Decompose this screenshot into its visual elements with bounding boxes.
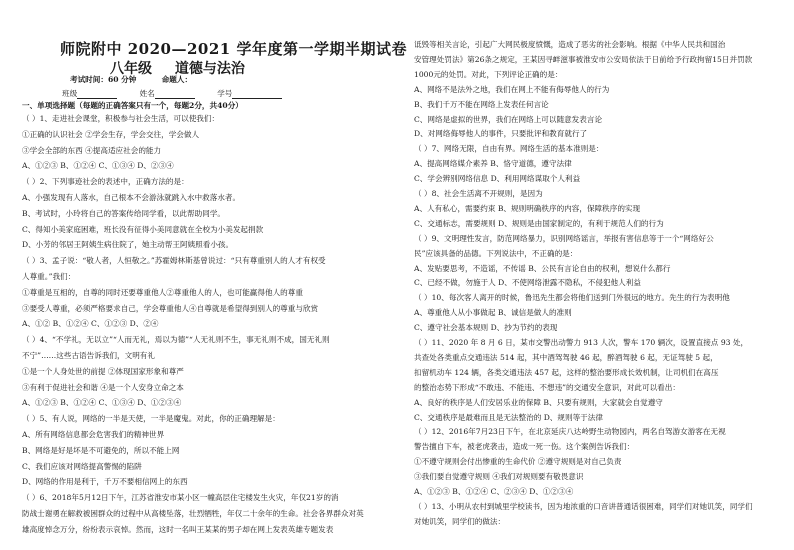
- section-heading: 一、单项选择题（每题的正确答案只有一个，每题2分，共40分）: [22, 101, 243, 110]
- text-line: ①是一个人身处世的前提 ②体现国家形象和尊严: [22, 366, 184, 376]
- text-line: A、小强发现有人落水，自己根本不会游泳就跳入水中救落水者。: [22, 193, 241, 202]
- text-line: A、尊重他人从小事做起 B、诚信是做人的准则: [414, 308, 572, 318]
- class-field[interactable]: [77, 90, 117, 99]
- text-line: C、网络是虚拟的世界，我们在网络上可以随意发表言论: [414, 114, 603, 124]
- text-line: A、发贴要思考，不造谣，不传谣 B、公民有言论自由的权利，想说什么都行: [414, 263, 671, 273]
- text-line: D、网络的作用是利于，千万不要相信网上的东西: [22, 477, 188, 487]
- text-line: A、良好的秩序是人们安居乐业的保障 B、只要有规则，大家就会自觉遵守: [414, 397, 663, 407]
- name-field[interactable]: [155, 90, 195, 99]
- text-line: A、提高网络媒介素养 B、恪守道德，遵守法律: [414, 159, 572, 169]
- text-line: （ ）13、小明从农村到城里学校读书，因为地浓重的口音讲普通话很困难，同学们对她讥笑，同学们: [414, 501, 753, 511]
- text-line: （ ）4、“不学礼，无以立”“人而无礼，焉以为德”“人无礼则不生，事无礼则不成，国无礼则: [22, 335, 330, 345]
- name-label: 姓名: [139, 89, 155, 98]
- text-line: D、对网络侮辱他人的事件，只要批评和教育就行了: [414, 129, 588, 139]
- id-field[interactable]: [232, 90, 282, 99]
- text-line: A、①②③ B、①②④ C、②③④ D、①②③④: [414, 487, 574, 496]
- text-line: C、我们应该对网络提高警惕的陷阱: [22, 461, 142, 471]
- text-line: （ ）1、走进社会课堂，积极参与社会生活，可以使我们：: [22, 114, 220, 123]
- id-label: 学号: [217, 89, 233, 98]
- text-line: （ ）3、孟子说：“敬人者，人恒敬之。”苏霍姆林斯基曾说过：“只有尊重别人的人才有权受: [22, 256, 326, 266]
- text-line: B、我们千万不能在网络上发表任何言论: [414, 99, 549, 109]
- text-line: （ ）2、下列事迹社会的表述中，正确方法的是：: [22, 177, 189, 187]
- text-line: ①不遵守规则会付出惨重的生命代价 ②遵守规则是对自己负责: [414, 457, 622, 467]
- text-line: 诋毁等相关言论，引起广大网民极度愤慨，造成了恶劣的社会影响。根据《中华人民共和国治: [414, 40, 726, 49]
- text-line: 1000元的处罚。对此，下列评论正确的是：: [414, 69, 563, 79]
- text-line: A、①②③ B、①②④ C、①③④ D、②③④: [22, 161, 174, 171]
- text-line: 不宁”……这些古语告诉我们，文明有礼: [22, 351, 155, 360]
- text-line: B、网络是好是坏是不可避免的，所以不能上网: [22, 445, 180, 455]
- text-line: C、交通标志，需要规则 D、规则是由国家制定的，有利于规范人们的行为: [414, 218, 664, 228]
- text-line: C、交通秩序是最难而且是无法整治的 D、规则等于法律: [414, 412, 603, 422]
- text-line: C、得知小美家庭困难，班长没有征得小美同意就在全校为小美发起捐款: [22, 224, 264, 234]
- text-line: 雄高度悼念万分，纷纷表示哀悼。然而，这时一名叫王某某的男子却在网上发表英雄专题发表: [22, 524, 334, 534]
- text-line: A、①②③ B、①②④ C、①③④ D、①②③④: [22, 398, 182, 408]
- text-line: （ ）7、网络无限，自由有界。网络生活的基本准则是：: [414, 144, 604, 154]
- text-line: ③要受人尊重，必须严格要求自己，学会尊重他人④自尊就是希望得到别人的尊重与欣赏: [22, 303, 319, 313]
- text-line: A、所有网络信息都会危害我们的精神世界: [22, 430, 165, 439]
- exam-title: 师院附中 2020—2021 学年度第一学期半期试卷: [60, 40, 407, 58]
- text-line: C、已经不做，勿施于人 D、不使网络泄露不隐私，不侵犯他人利益: [414, 278, 641, 288]
- text-line: ①尊重是互相的，自尊的同时还要尊重他人②尊重他人的人，也可能赢得他人的尊重: [22, 287, 303, 297]
- text-line: 警告擅自下车，被老虎袭击，造成一死一伤。这个案例告诉我们：: [414, 442, 635, 452]
- text-line: （ ）11、2020 年 8 月 6 日，某市交警出动警力 913 人次，警车 170 辆次，设置直接点 93 处，: [414, 338, 749, 347]
- text-line: ③我们要自觉遵守规则 ④我们对规则要有敬畏意识: [414, 472, 584, 482]
- text-line: A、网络不是法外之地，我们在网上不能有侮辱他人的行为: [414, 84, 610, 94]
- text-line: D、小芳的邻居王阿姨生病住院了，她主动帮王阿姨照看小孩。: [22, 240, 234, 250]
- text-line: 人尊重。”我们：: [22, 272, 76, 281]
- text-line: 对她讥笑，同学们的做法：: [414, 516, 506, 526]
- text-line: 安管理处罚法》第26条之规定，王某因寻衅滋事被淮安市公安局依法于日前给予行政拘留15日并罚款: [414, 54, 753, 64]
- exam-meta: [70, 74, 192, 85]
- subject-label: 道德与法治: [174, 61, 245, 77]
- text-line: （ ）6、2018年5月12日下午，江苏省淮安市某小区一幢高层住宅楼发生火灾，年仅21岁的消: [22, 493, 339, 503]
- text-line: 的整治态势下形成“不敢违、不能违、不想违”的交通安全意识，对此可以看出：: [414, 382, 680, 392]
- text-line: 共查处各类重点交通违法 514 起，其中酒驾驾驶 46 起，醉酒驾驶 6 起，无证驾驶 5 起，: [414, 352, 718, 362]
- text-line: ①正确的认识社会 ②学会生存，学会交往，学会做人: [22, 129, 200, 139]
- text-line: （ ）12、2016年7月23日下午，在北京延庆八达岭野生动物园内，两名自驾游女游客在无视: [414, 427, 726, 437]
- text-line: C、遵守社会基本规则 D、抄为节约的表现: [414, 323, 558, 333]
- text-line: 防战士谢勇在解救被困群众的过程中从高楼坠落，壮烈牺牲，年仅二十余年的生命。社会各界群众对英: [22, 509, 364, 518]
- text-line: ③学会全部的东西 ④提高适应社会的能力: [22, 145, 162, 155]
- text-line: ③有利于促进社会和谐 ④是一个人安身立命之本: [22, 382, 184, 392]
- grade-label: 八年级: [110, 61, 152, 77]
- text-line: B、考试时，小玲将自己的答案传给同学看，以此帮助同学。: [22, 208, 226, 218]
- student-info: [62, 88, 302, 99]
- author-label: 命题人：: [161, 75, 193, 84]
- time-label: 考试时间：60 分钟: [70, 75, 137, 84]
- text-line: A、①② B、①②④ C、①②③ D、②④: [22, 319, 159, 329]
- text-line: 民”应该具备的品德。下列说法中，不正确的是：: [414, 248, 578, 258]
- text-line: 扣留机动车 124 辆，各类交通违法 457 起，这样的整治要形成长效机制，让司机们在高压: [414, 367, 719, 377]
- text-line: C、学会辨别网络信息 D、利用网络谋取个人利益: [414, 174, 581, 184]
- class-label: 班级: [62, 89, 78, 98]
- text-line: A、人有私心，需要约束 B、规则明确秩序的内容，保障秩序的实现: [414, 203, 641, 213]
- text-line: （ ）9、文明理性发言，防范网络暴力，识别网络谣言，举报有害信息等于一个“网络好公: [414, 233, 714, 243]
- text-line: （ ）5、有人说，网络的一半是天使，一半是魔鬼。对此，你的正确理解是：: [22, 414, 280, 424]
- text-line: （ ）10、每次客人离开的时候，鲁迅先生都会将他们送到门外很远的地方。先生的行为表明他: [414, 293, 730, 303]
- text-line: （ ）8、社会生活离不开规则，是因为: [414, 189, 543, 198]
